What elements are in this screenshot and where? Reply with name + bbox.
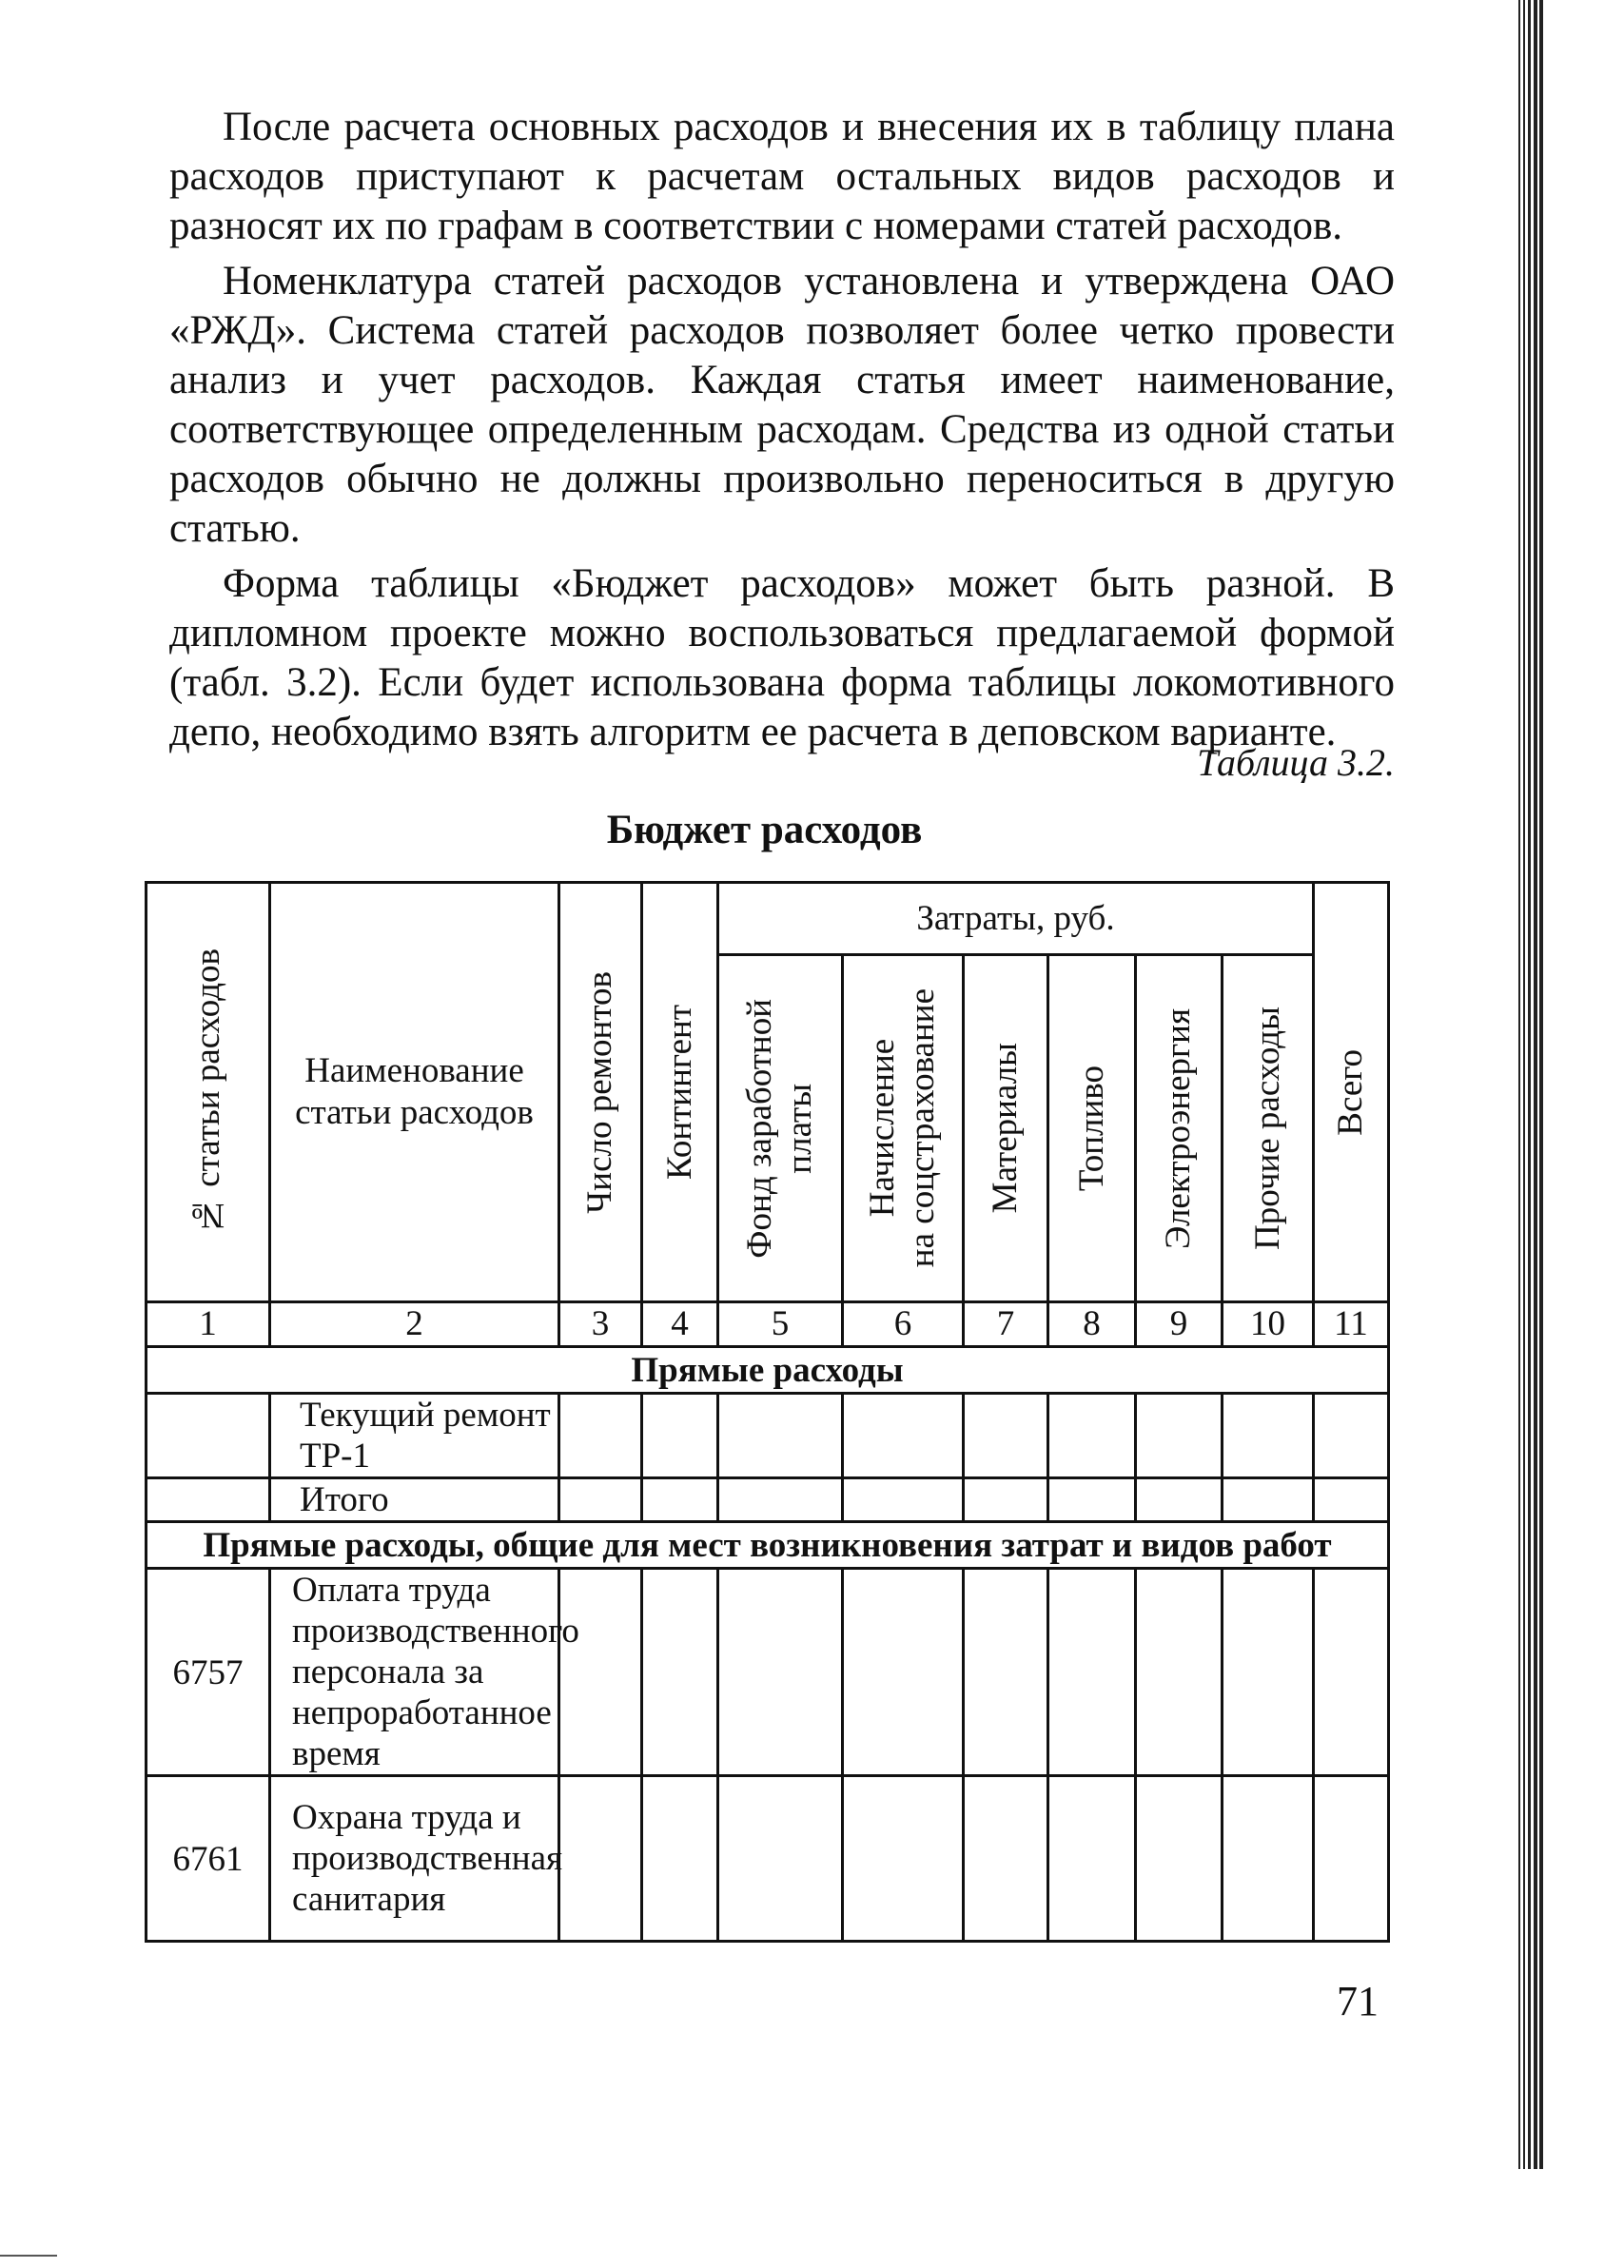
header-article-name: Наименование статьи расходов [270, 883, 559, 1302]
article-name: Оплата труда производственного персонала за непроработанное время [270, 1569, 559, 1776]
header-repairs-count: Число ремонтов [559, 883, 642, 1302]
article-name: Охрана труда и производственная санитария [270, 1776, 559, 1942]
table-row [147, 1478, 1389, 1522]
article-code [147, 1394, 270, 1478]
table-caption: Таблица 3.2. [1197, 741, 1395, 784]
column-number: 3 [559, 1302, 642, 1347]
column-number: 2 [270, 1302, 559, 1347]
budget-table [145, 881, 1390, 1943]
article-code: 6757 [147, 1569, 270, 1776]
column-number: 1 [147, 1302, 270, 1347]
section-title-common: Прямые расходы, общие для мест возникновения затрат и видов работ [147, 1522, 1389, 1569]
header-total: Всего [1314, 883, 1389, 1302]
paragraph-2: Номенклатура статей расходов установлена и утверждена ОАО «РЖД». Система статей расходов позволяет более четко провести анализ и учет расходов. Каждая статья имеет наименование, соответствующее определенным расходам. Средства из одной статьи расходов обычно не должны произвольно переноситься в другую статью. [169, 259, 1395, 551]
column-number: 8 [1048, 1302, 1136, 1347]
page-number: 71 [1337, 1978, 1379, 2024]
header-electricity: Электроэнергия [1136, 955, 1223, 1302]
header-article-number: № статьи расходов [147, 883, 270, 1302]
header-contingent: Контингент [642, 883, 718, 1302]
body-text [169, 103, 1395, 757]
paragraph-1: После расчета основных расходов и внесения их в таблицу плана расходов приступают к расчетам остальных видов расходов и разносят их по графам в соответствии с номерами статей расходов. [169, 105, 1395, 248]
article-name: Итого [270, 1478, 559, 1522]
article-code: 6761 [147, 1776, 270, 1942]
scan-edge-mark [0, 2255, 57, 2257]
article-code [147, 1478, 270, 1522]
article-name: Текущий ремонт ТР-1 [270, 1394, 559, 1478]
column-number: 5 [718, 1302, 843, 1347]
paragraph-3: Форма таблицы «Бюджет расходов» может быть разной. В дипломном проекте можно воспользоваться предлагаемой формой (табл. 3.2). Если будет использована форма таблицы локомотивного депо, необходимо взять алгоритм ее расчета в деповском варианте. [169, 561, 1395, 754]
column-number: 7 [964, 1302, 1048, 1347]
header-payroll-fund: Фонд заработной платы [718, 955, 843, 1302]
section-row [147, 1347, 1389, 1394]
table-row [147, 1394, 1389, 1478]
column-number: 6 [843, 1302, 964, 1347]
column-number: 10 [1223, 1302, 1314, 1347]
header-fuel: Топливо [1048, 955, 1136, 1302]
table-row [147, 1569, 1389, 1776]
header-costs-group: Затраты, руб. [718, 883, 1314, 955]
column-number: 9 [1136, 1302, 1223, 1347]
column-number: 4 [642, 1302, 718, 1347]
table-title: Бюджет расходов [606, 808, 923, 852]
scan-spine-shadow [1518, 0, 1543, 2169]
header-social-insurance: Начисление на соцстрахование [843, 955, 964, 1302]
column-number: 11 [1314, 1302, 1389, 1347]
section-title-direct: Прямые расходы [147, 1347, 1389, 1394]
column-numbers-row [147, 1302, 1389, 1347]
section-row [147, 1522, 1389, 1569]
table-row [147, 1776, 1389, 1942]
header-other-costs: Прочие расходы [1223, 955, 1314, 1302]
header-materials: Материалы [964, 955, 1048, 1302]
